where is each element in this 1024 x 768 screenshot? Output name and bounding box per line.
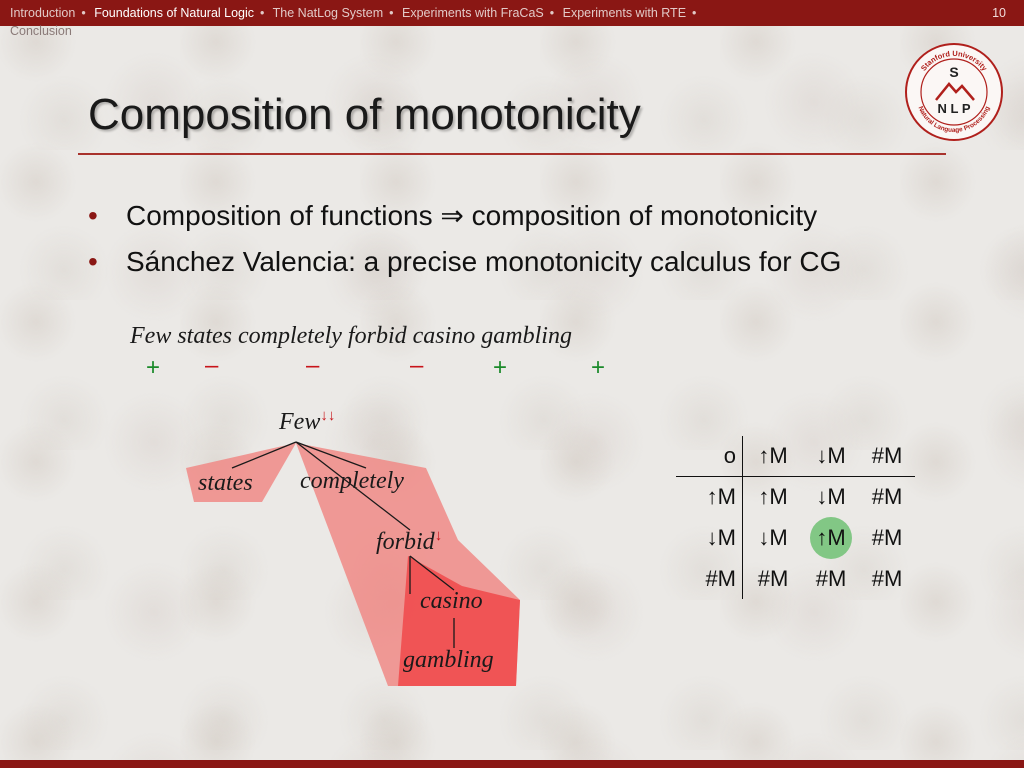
polarity-marker-minus: – <box>306 352 320 379</box>
table-cell-highlighted <box>803 517 859 559</box>
highlight-circle: ↑M <box>810 517 852 559</box>
table-cell: #M <box>871 566 903 591</box>
nav-separator: • <box>260 6 265 20</box>
table-row <box>676 477 915 518</box>
tree-node-completely: completely <box>300 468 404 494</box>
polarity-marker-plus: + <box>591 354 606 381</box>
table-row-header: #M <box>676 559 743 599</box>
table-header-cell: o <box>676 436 743 477</box>
nav-separator: • <box>81 6 86 20</box>
table-cell: #M <box>757 566 789 591</box>
nav-item-foundations[interactable]: Foundations of Natural Logic <box>94 6 255 20</box>
nav-item-rte[interactable]: Experiments with RTE <box>562 6 687 20</box>
tree-node-few <box>279 408 335 436</box>
logo-top-text: Stanford University <box>918 48 990 73</box>
table-cell: #M <box>815 566 847 591</box>
logo-letter-s: S <box>949 64 959 80</box>
table-row-header: ↑M <box>676 477 743 518</box>
table-cell: #M <box>871 525 903 550</box>
table-cell: ↓M <box>816 484 846 509</box>
polarity-marker-plus: + <box>493 354 508 381</box>
table-header-cell: #M <box>859 436 915 477</box>
table-row <box>676 517 915 559</box>
polarity-marker-minus: – <box>410 352 424 379</box>
tree-node-states: states <box>198 470 253 496</box>
bottom-bar <box>0 760 1024 768</box>
polarity-marker-plus: + <box>146 354 161 381</box>
nav-separator: • <box>549 6 555 20</box>
table-row-header: ↓M <box>676 517 743 559</box>
bullet-dot: • <box>88 200 98 231</box>
nav-separator: • <box>692 6 697 20</box>
logo-bottom-text: Natural Language Processing <box>916 105 992 135</box>
tree-node-forbid-label: forbid <box>376 529 435 555</box>
table-row <box>676 559 915 599</box>
example-sentence: Few states completely forbid casino gambling <box>130 323 572 349</box>
composition-table <box>676 436 915 599</box>
polarity-marker-minus: – <box>205 352 219 379</box>
table-header-cell: ↑M <box>743 436 804 477</box>
slide-title: Composition of monotonicity <box>88 90 641 139</box>
monotonicity-marker: ↓ <box>434 528 443 544</box>
page-number: 10 <box>992 6 1006 20</box>
bullet-dot: • <box>88 246 98 277</box>
tree-node-forbid <box>376 528 442 556</box>
nav-item-fracas[interactable]: Experiments with FraCaS <box>402 6 544 20</box>
bullet-text: Composition of functions ⇒ composition of monotonicity <box>126 200 818 231</box>
tree-node-few-label: Few <box>279 409 321 435</box>
logo-letters-nlp: N L P <box>937 101 971 116</box>
nav-item-natlog-system[interactable]: The NatLog System <box>272 6 384 20</box>
nav-separator: • <box>389 6 394 20</box>
nav-item-conclusion[interactable]: Conclusion <box>10 24 72 38</box>
table-cell: ↑M <box>758 484 788 509</box>
monotonicity-marker: ↓↓ <box>320 408 336 424</box>
tree-node-casino: casino <box>420 588 483 614</box>
table-header-row <box>676 436 915 477</box>
table-header-cell: ↓M <box>803 436 859 477</box>
bullet-text: Sánchez Valencia: a precise monotonicity calculus for CG <box>126 246 842 277</box>
nav-item-introduction[interactable]: Introduction <box>10 6 76 20</box>
tree-node-gambling: gambling <box>403 647 494 673</box>
table-cell: ↓M <box>758 525 788 550</box>
table-cell: #M <box>871 484 903 509</box>
